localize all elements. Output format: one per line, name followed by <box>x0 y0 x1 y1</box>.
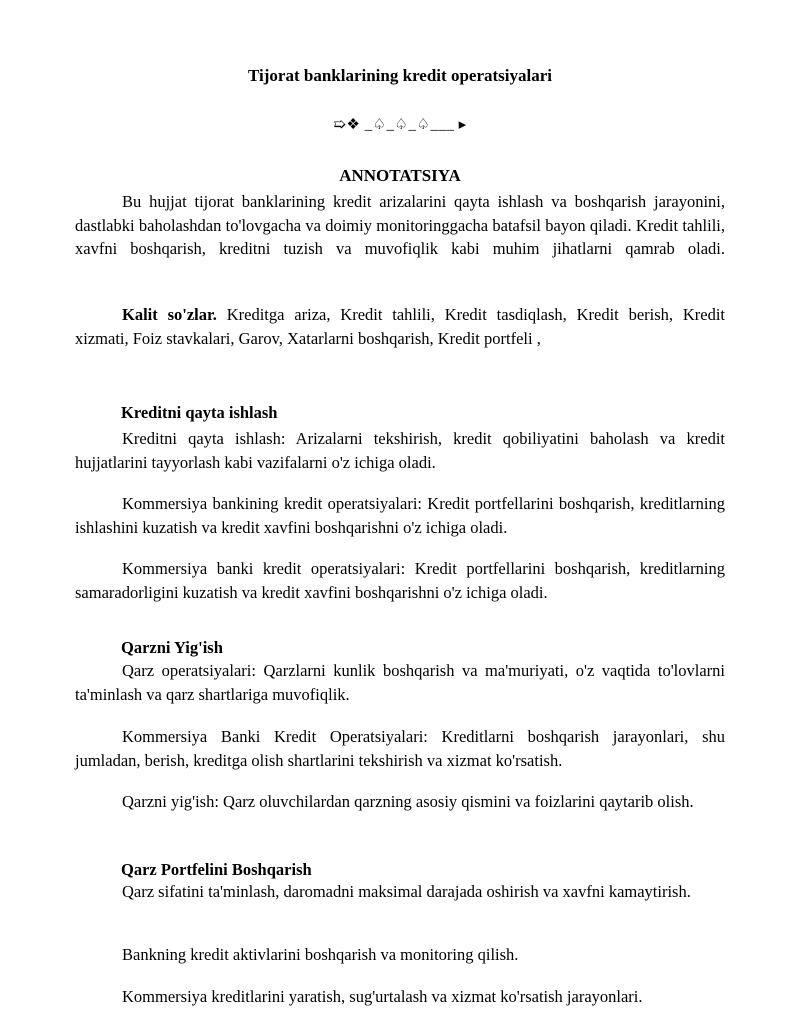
section-paragraph: Kommersiya kreditlarini yaratish, sug'urtalash va xizmat ko'rsatish jarayonlari. <box>122 987 643 1006</box>
section-heading-loan-processing: Kreditni qayta ishlash <box>121 403 278 422</box>
document-title: Tijorat banklarining kredit operatsiyalari <box>248 66 552 85</box>
annotation-text: Bu hujjat tijorat banklarining kredit arizalarini qayta ishlash va boshqarish jarayonini, dastlabki baholashdan to'lovgacha va doimiy monitoringgacha batafsil bayon qiladi. Kredit tahlili, xavfni boshqarish, kreditni tuzish va muvofiqlik kabi muhim jihatlarni qamrab oladi. <box>75 192 725 258</box>
annotation-heading: ANNOTATSIYA <box>339 166 461 185</box>
section-paragraph: Kommersiya Banki Kredit Operatsiyalari: Kreditlarni boshqarish jarayonlari, shu jumladan, berish, kreditga olish shartlarini tekshirish va xizmat ko'rsatish. <box>75 727 725 770</box>
decorative-divider: ➯❖ _♤_♤_♤___ ▸ <box>333 117 467 133</box>
section-paragraph: Qarz operatsiyalari: Qarzlarni kunlik boshqarish va ma'muriyati, o'z vaqtida to'lovlarni ta'minlash va qarz shartlariga muvofiqlik. <box>75 661 725 704</box>
section-paragraph: Bankning kredit aktivlarini boshqarish va monitoring qilish. <box>122 945 519 964</box>
section-paragraph: Qarz sifatini ta'minlash, daromadni maksimal darajada oshirish va xavfni kamaytirish. <box>122 882 691 901</box>
keywords-label: Kalit so'zlar. <box>122 305 217 324</box>
section-paragraph: Kommersiya bankining kredit operatsiyalari: Kredit portfellarini boshqarish, kreditlarning ishlashini kuzatish va kredit xavfini boshqarishni o'z ichiga oladi. <box>75 494 725 537</box>
section-heading-debt-collection: Qarzni Yig'ish <box>121 638 223 657</box>
section-paragraph: Kommersiya banki kredit operatsiyalari: Kredit portfellarini boshqarish, kreditlarning samaradorligini kuzatish va kredit xavfini boshqarishni o'z ichiga oladi. <box>75 559 725 602</box>
section-paragraph: Kreditni qayta ishlash: Arizalarni tekshirish, kredit qobiliyatini baholash va kredit hujjatlarini tayyorlash kabi vazifalarni o'z ichiga oladi. <box>75 429 725 472</box>
section-heading-portfolio-management: Qarz Portfelini Boshqarish <box>121 860 312 879</box>
keywords-text: Kreditga ariza, Kredit tahlili, Kredit tasdiqlash, Kredit berish, Kredit xizmati, Foiz stavkalari, Garov, Xatarlarni boshqarish, Kredit portfeli , <box>75 305 725 348</box>
section-paragraph: Qarzni yig'ish: Qarz oluvchilardan qarzning asosiy qismini va foizlarini qaytarib olish. <box>122 792 694 811</box>
keywords-paragraph <box>75 303 725 350</box>
